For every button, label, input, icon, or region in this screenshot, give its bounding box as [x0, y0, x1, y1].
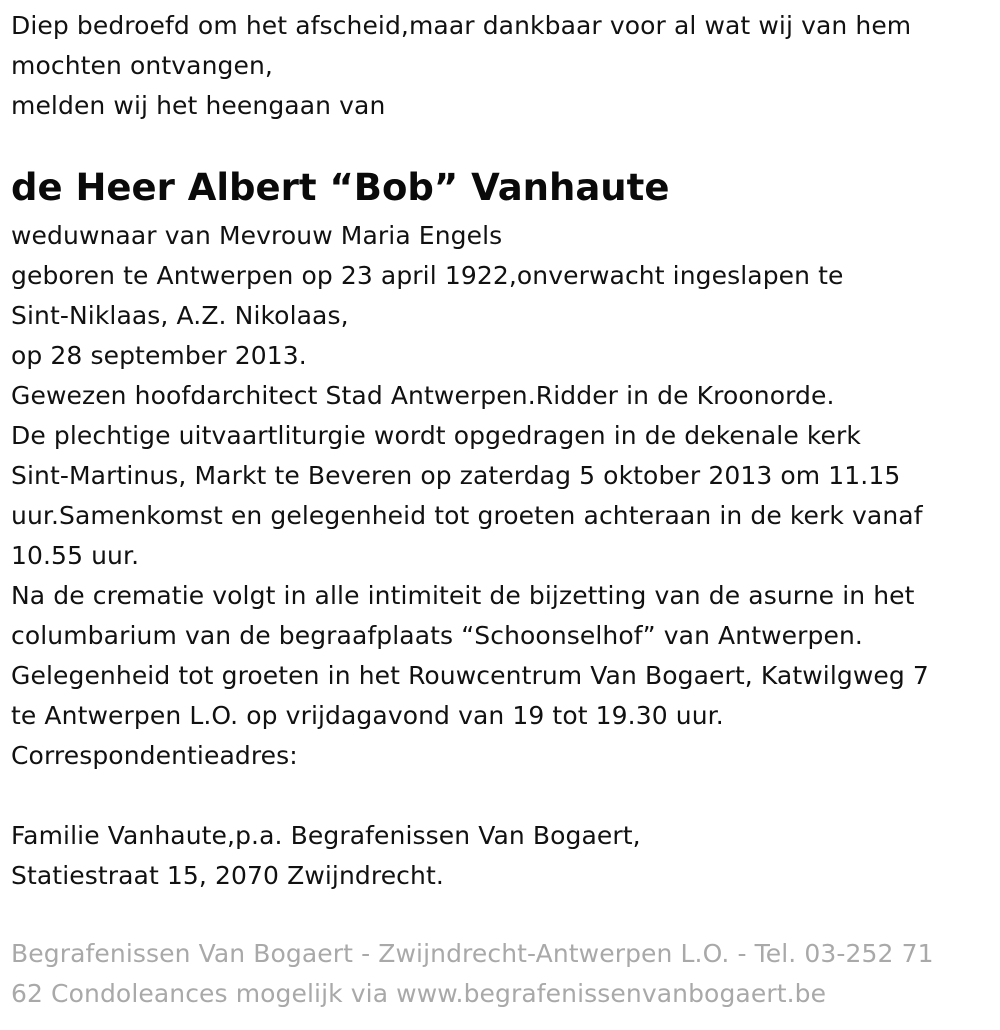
intro-line: Diep bedroefd om het afscheid,maar dankbaar voor al wat wij van hem	[11, 11, 912, 40]
details-line: op 28 september 2013.	[11, 341, 307, 370]
intro-paragraph	[11, 6, 991, 126]
details-line: Gelegenheid tot groeten in het Rouwcentrum Van Bogaert, Katwilgweg 7	[11, 661, 929, 690]
details-line: Na de crematie volgt in alle intimiteit de bijzetting van de asurne in het	[11, 581, 915, 610]
details-line: Sint-Niklaas, A.Z. Nikolaas,	[11, 301, 349, 330]
intro-line: melden wij het heengaan van	[11, 91, 386, 120]
correspondence-address	[11, 816, 991, 896]
address-line: Familie Vanhaute,p.a. Begrafenissen Van Bogaert,	[11, 821, 641, 850]
details-line: uur.Samenkomst en gelegenheid tot groeten achteraan in de kerk vanaf	[11, 501, 923, 530]
details-paragraph	[11, 216, 991, 776]
details-line: te Antwerpen L.O. op vrijdagavond van 19 tot 19.30 uur.	[11, 701, 724, 730]
address-line: Statiestraat 15, 2070 Zwijndrecht.	[11, 861, 444, 890]
footer-line: Begrafenissen Van Bogaert - Zwijndrecht-Antwerpen L.O. - Tel. 03-252 71	[11, 939, 934, 968]
details-line: Sint-Martinus, Markt te Beveren op zaterdag 5 oktober 2013 om 11.15	[11, 461, 901, 490]
deceased-name: de Heer Albert “Bob” Vanhaute	[11, 166, 670, 209]
details-line: weduwnaar van Mevrouw Maria Engels	[11, 221, 503, 250]
details-line: 10.55 uur.	[11, 541, 140, 570]
details-line: columbarium van de begraafplaats “Schoonselhof” van Antwerpen.	[11, 621, 863, 650]
details-line: geboren te Antwerpen op 23 april 1922,onverwacht ingeslapen te	[11, 261, 844, 290]
details-line: Correspondentieadres:	[11, 741, 298, 770]
details-line: De plechtige uitvaartliturgie wordt opgedragen in de dekenale kerk	[11, 421, 861, 450]
footer-contact	[11, 934, 991, 1014]
spacer	[11, 776, 991, 816]
details-line: Gewezen hoofdarchitect Stad Antwerpen.Ridder in de Kroonorde.	[11, 381, 835, 410]
obituary-notice	[11, 6, 991, 896]
intro-line: mochten ontvangen,	[11, 51, 273, 80]
footer-line: 62 Condoleances mogelijk via www.begrafenissenvanbogaert.be	[11, 979, 827, 1008]
